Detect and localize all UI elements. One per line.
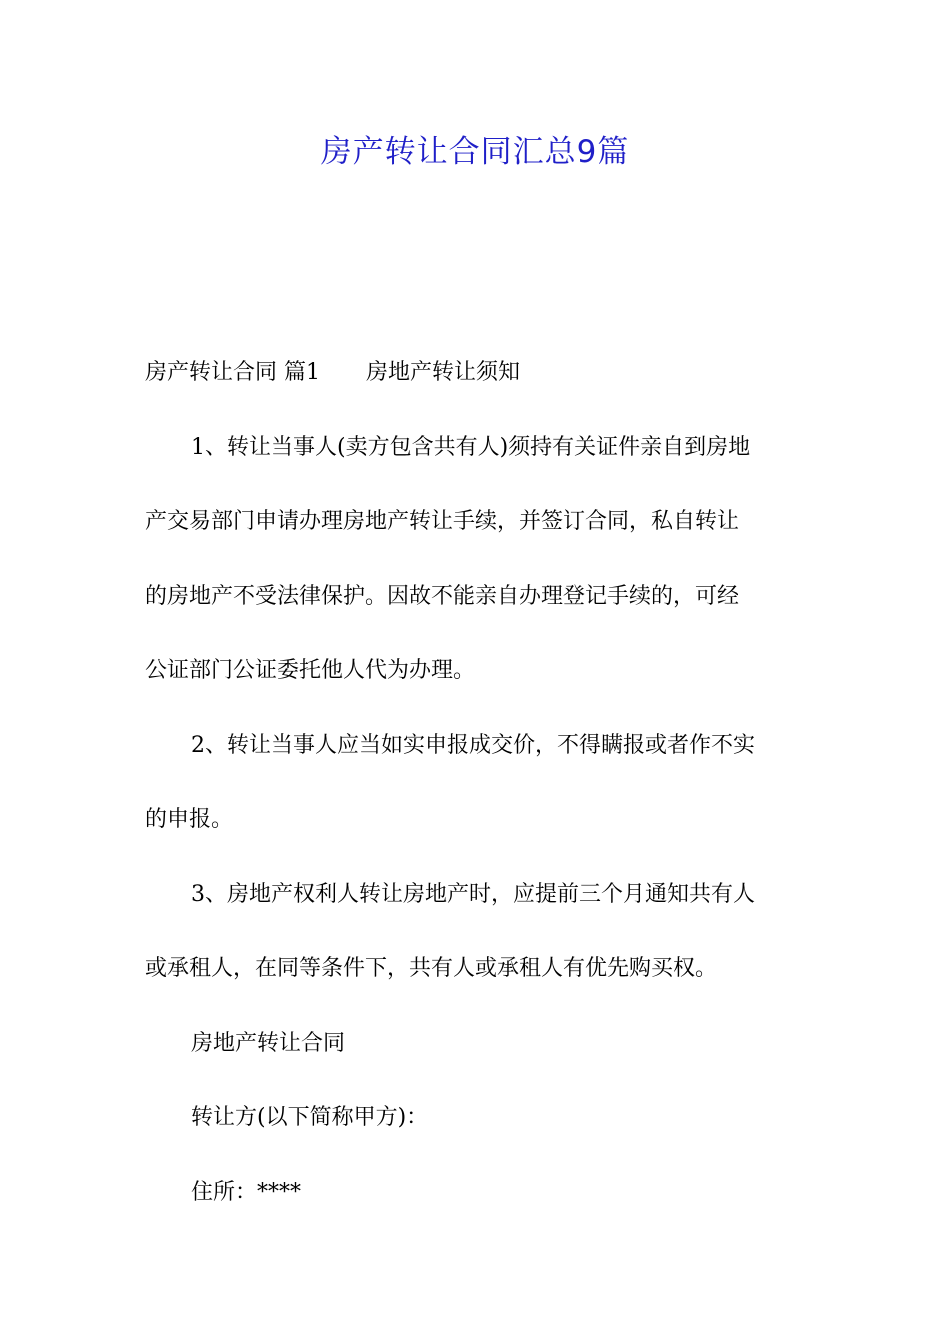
paragraph-line: 1、转让当事人(卖方包含共有人)须持有关证件亲自到房地 (191, 434, 751, 460)
section-heading-subject: 房地产转让须知 (366, 360, 521, 385)
transferor-line: 转让方(以下简称甲方)： (191, 1105, 429, 1130)
section-heading-label: 房产转让合同 篇1 (145, 360, 320, 385)
paragraph-line: 2、转让当事人应当如实申报成交价，不得瞒报或者作不实 (191, 732, 755, 758)
document-body (145, 336, 807, 1230)
paragraph-line: 的申报。 (145, 807, 234, 832)
paragraph-line: 的房地产不受法律保护。因故不能亲自办理登记手续的，可经 (145, 583, 740, 609)
paragraph-line: 3、房地产权利人转让房地产时，应提前三个月通知共有人 (191, 881, 755, 907)
section-heading (145, 336, 807, 411)
paragraph-line: 产交易部门申请办理房地产转让手续，并签订合同，私自转让 (145, 509, 740, 534)
paragraph-line: 公证部门公证委托他人代为办理。 (145, 658, 476, 683)
contract-title-line: 房地产转让合同 (191, 1030, 346, 1056)
address-line: 住所：**** (191, 1179, 302, 1205)
paragraph-line: 或承租人，在同等条件下，共有人或承租人有优先购买权。 (145, 956, 718, 981)
document-title: 房产转让合同汇总9篇 (320, 134, 630, 170)
